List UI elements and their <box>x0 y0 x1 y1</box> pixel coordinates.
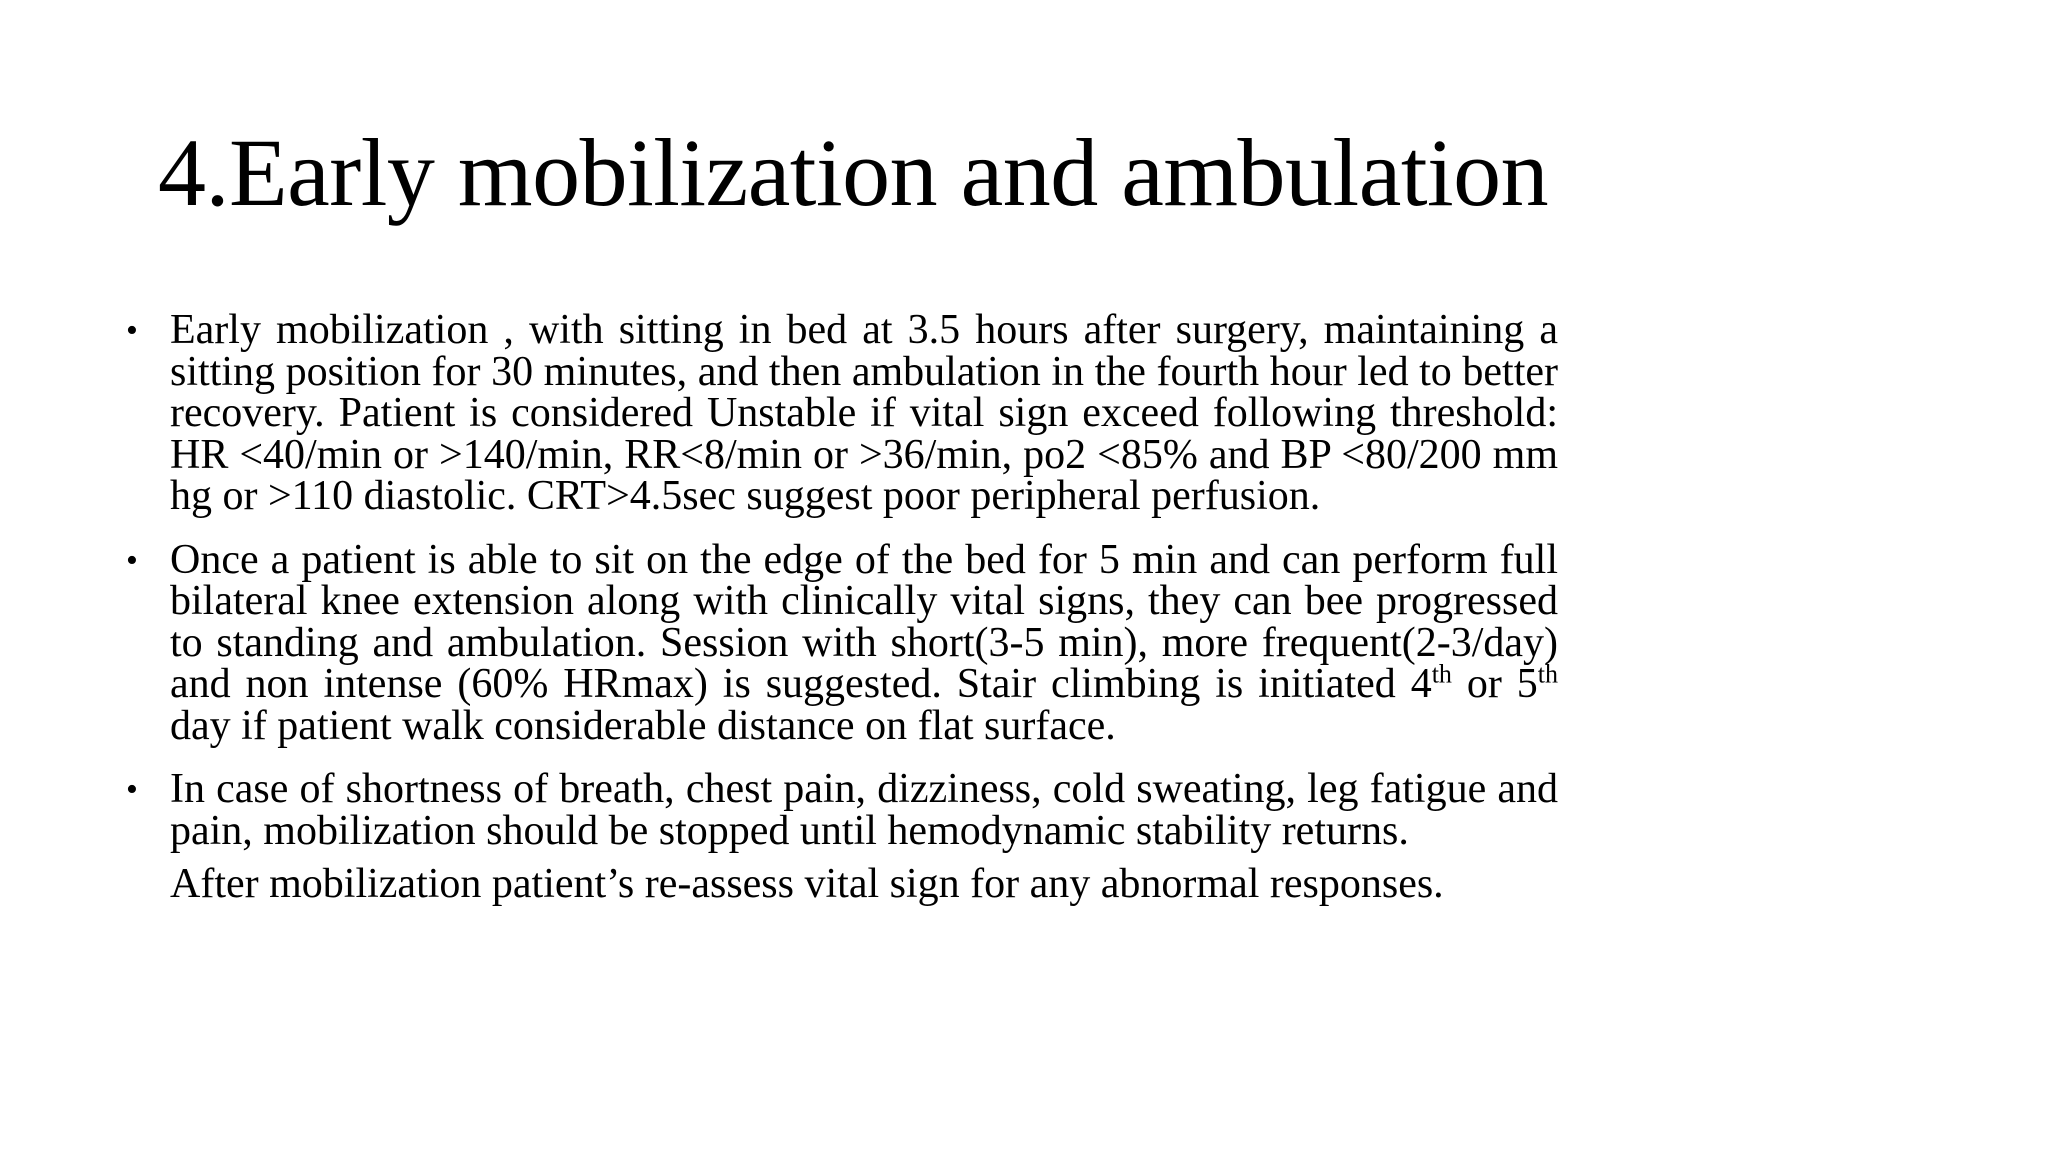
bullet-text-1: Early mobilization , with sitting in bed at 3.5 hours after surgery, maintaining a sitting position for 30 minutes, and then ambulation in the fourth hour led to better recovery. Patient is considered Unstable if vital sign exceed following threshold: HR <40/min or >140/min, RR<8/min or >36/min, po2 <85% and BP <80/200 mm hg or >110 diastolic. CRT>4.5sec suggest poor peripheral perfusion. <box>170 307 1558 519</box>
bullet-text-2-part-2: or 5 <box>1451 661 1538 707</box>
bullet-marker: • <box>126 541 138 579</box>
bullet-list <box>126 307 1558 928</box>
bullet-text-2-part-3: day if patient walk considerable distance on flat surface. <box>170 702 1116 749</box>
bullet-text-2 <box>170 537 1558 749</box>
bullet-marker: • <box>126 312 138 349</box>
ordinal-superscript-5th: th <box>1537 659 1558 689</box>
bullet-item-1 <box>126 307 1558 519</box>
bullet-text-3-followup: After mobilization patient’s re-assess vital sign for any abnormal responses. <box>170 861 1444 907</box>
ordinal-superscript-4th: th <box>1431 659 1452 689</box>
bullet-marker: • <box>126 771 138 808</box>
bullet-text-2-part-1: Once a patient is able to sit on the edge of the bed for 5 min and can perform full bilateral knee extension along with clinically vital signs, they can bee progressed to standing and ambulation. Session with short(3-5 min), more frequent(2-3/day) and non intense (60% HRmax) is suggested. Stair climbing is initiated 4 <box>170 536 1558 707</box>
slide-title: 4.Early mobilization and ambulation <box>158 119 1549 226</box>
bullet-item-2 <box>126 536 1558 749</box>
bullet-item-3 <box>126 766 1558 907</box>
bullet-text-3: In case of shortness of breath, chest pain, dizziness, cold sweating, leg fatigue and pain, mobilization should be stopped until hemodynamic stability returns. <box>170 766 1558 854</box>
